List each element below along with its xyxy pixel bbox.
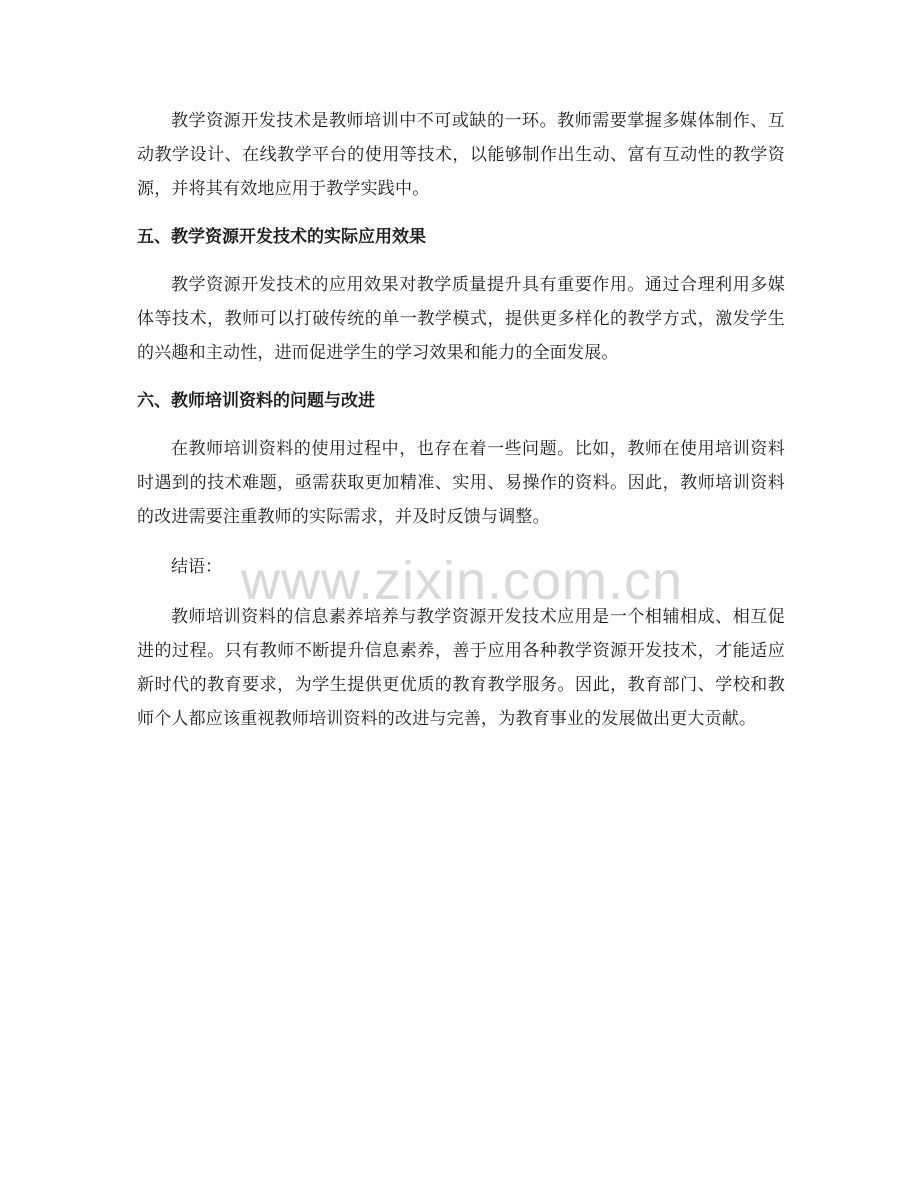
spacer bbox=[137, 206, 785, 220]
section-6-paragraph: 在教师培训资料的使用过程中，也存在着一些问题。比如，教师在使用培训资料时遇到的技术难题，亟需获取更加精准、实用、易操作的资料。因此，教师培训资料的改进需要注重教师的实际需求，并及时反馈与调整。 bbox=[137, 439, 785, 527]
spacer bbox=[137, 584, 785, 600]
intro-paragraph: 教学资源开发技术是教师培训中不可或缺的一环。教师需要掌握多媒体制作、互动教学设计、在线教学平台的使用等技术，以能够制作出生动、富有互动性的教学资源，并将其有效地应用于教学实践中。 bbox=[137, 111, 785, 199]
section-5-paragraph: 教学资源开发技术的应用效果对教学质量提升具有重要作用。通过合理利用多媒体等技术，教师可以打破传统的单一教学模式，提供更多样化的教学方式，激发学生的兴趣和主动性，进而促进学生的学习效果和能力的全面发展。 bbox=[137, 275, 785, 363]
spacer bbox=[137, 254, 785, 268]
spacer bbox=[137, 418, 785, 432]
spacer bbox=[137, 534, 785, 550]
section-6-heading: 六、教师培训资料的问题与改进 bbox=[137, 391, 375, 411]
closing-label: 结语： bbox=[171, 557, 222, 577]
closing-paragraph: 教师培训资料的信息素养培养与教学资源开发技术应用是一个相辅相成、相互促进的过程。只有教师不断提升信息素养，善于应用各种教学资源开发技术，才能适应新时代的教育要求，为学生提供更优质的教育教学服务。因此，教育部门、学校和教师个人都应该重视教师培训资料的改进与完善，为教育事业的发展做出更大贡献。 bbox=[137, 607, 785, 729]
section-5-heading: 五、教学资源开发技术的实际应用效果 bbox=[137, 227, 426, 247]
spacer bbox=[137, 370, 785, 384]
watermark: www.zixin.com.cn bbox=[240, 551, 684, 611]
document-body bbox=[137, 104, 785, 736]
